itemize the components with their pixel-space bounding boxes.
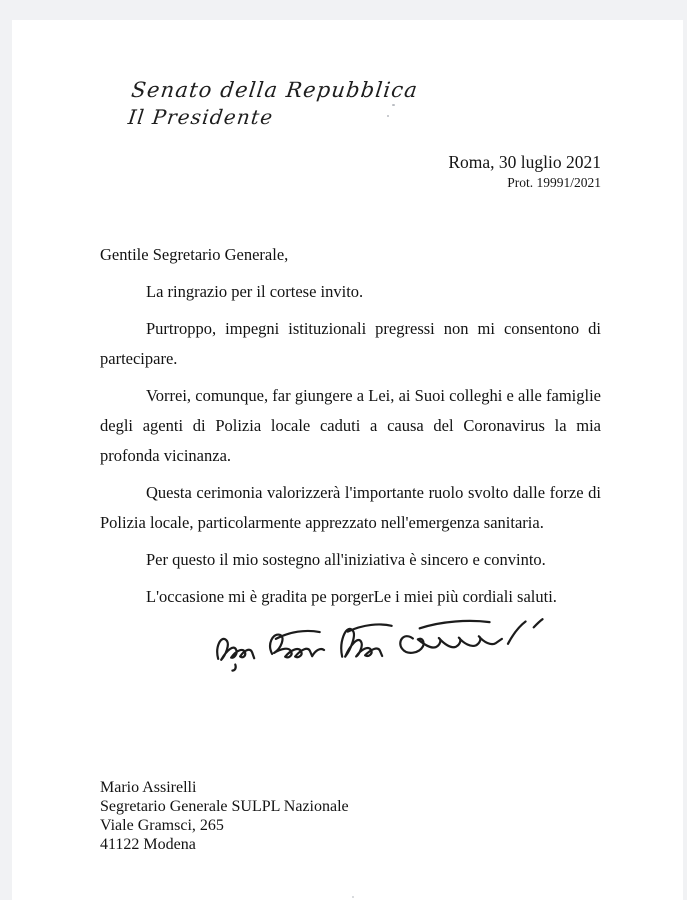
body-paragraph: L'occasione mi è gradita pe porgerLe i miei più cordiali saluti. <box>146 587 557 606</box>
letterhead-institution: Senato della Repubblica <box>130 78 420 102</box>
recipient-name: Mario Assirelli <box>100 779 197 796</box>
letter-page <box>12 20 683 900</box>
scan-speck <box>392 104 395 106</box>
protocol-number: Prot. 19991/2021 <box>507 175 601 190</box>
body-paragraph: La ringrazio per il cortese invito. <box>146 282 364 301</box>
recipient-street: Viale Gramsci, 265 <box>100 817 224 834</box>
recipient-address-block <box>100 778 349 854</box>
scan-speck <box>387 115 389 117</box>
body-paragraph: Questa cerimonia valorizzerà l'importante ruolo svolto dalle forze di Polizia locale, particolarmente apprezzato nell'emergenza sanitaria. <box>100 483 601 532</box>
letterhead <box>127 78 420 129</box>
letter-body <box>100 240 601 619</box>
body-paragraph: Purtroppo, impegni istituzionali pregressi non mi consentono di partecipare. <box>100 319 601 368</box>
body-paragraph: Vorrei, comunque, far giungere a Lei, ai Suoi colleghi e alle famiglie degli agenti di Polizia locale caduti a causa del Coronavirus la mia profonda vicinanza. <box>100 386 601 465</box>
body-paragraph: Per questo il mio sostegno all'iniziativa è sincero e convinto. <box>146 550 546 569</box>
recipient-city: 41122 Modena <box>100 836 196 853</box>
scan-speck <box>352 896 354 898</box>
handwritten-signature <box>208 616 556 678</box>
recipient-title: Segretario Generale SULPL Nazionale <box>100 798 349 815</box>
letterhead-office: Il Presidente <box>126 105 275 129</box>
date-line: Roma, 30 luglio 2021 <box>448 152 601 172</box>
date-block <box>448 151 601 191</box>
salutation: Gentile Segretario Generale, <box>100 245 289 264</box>
